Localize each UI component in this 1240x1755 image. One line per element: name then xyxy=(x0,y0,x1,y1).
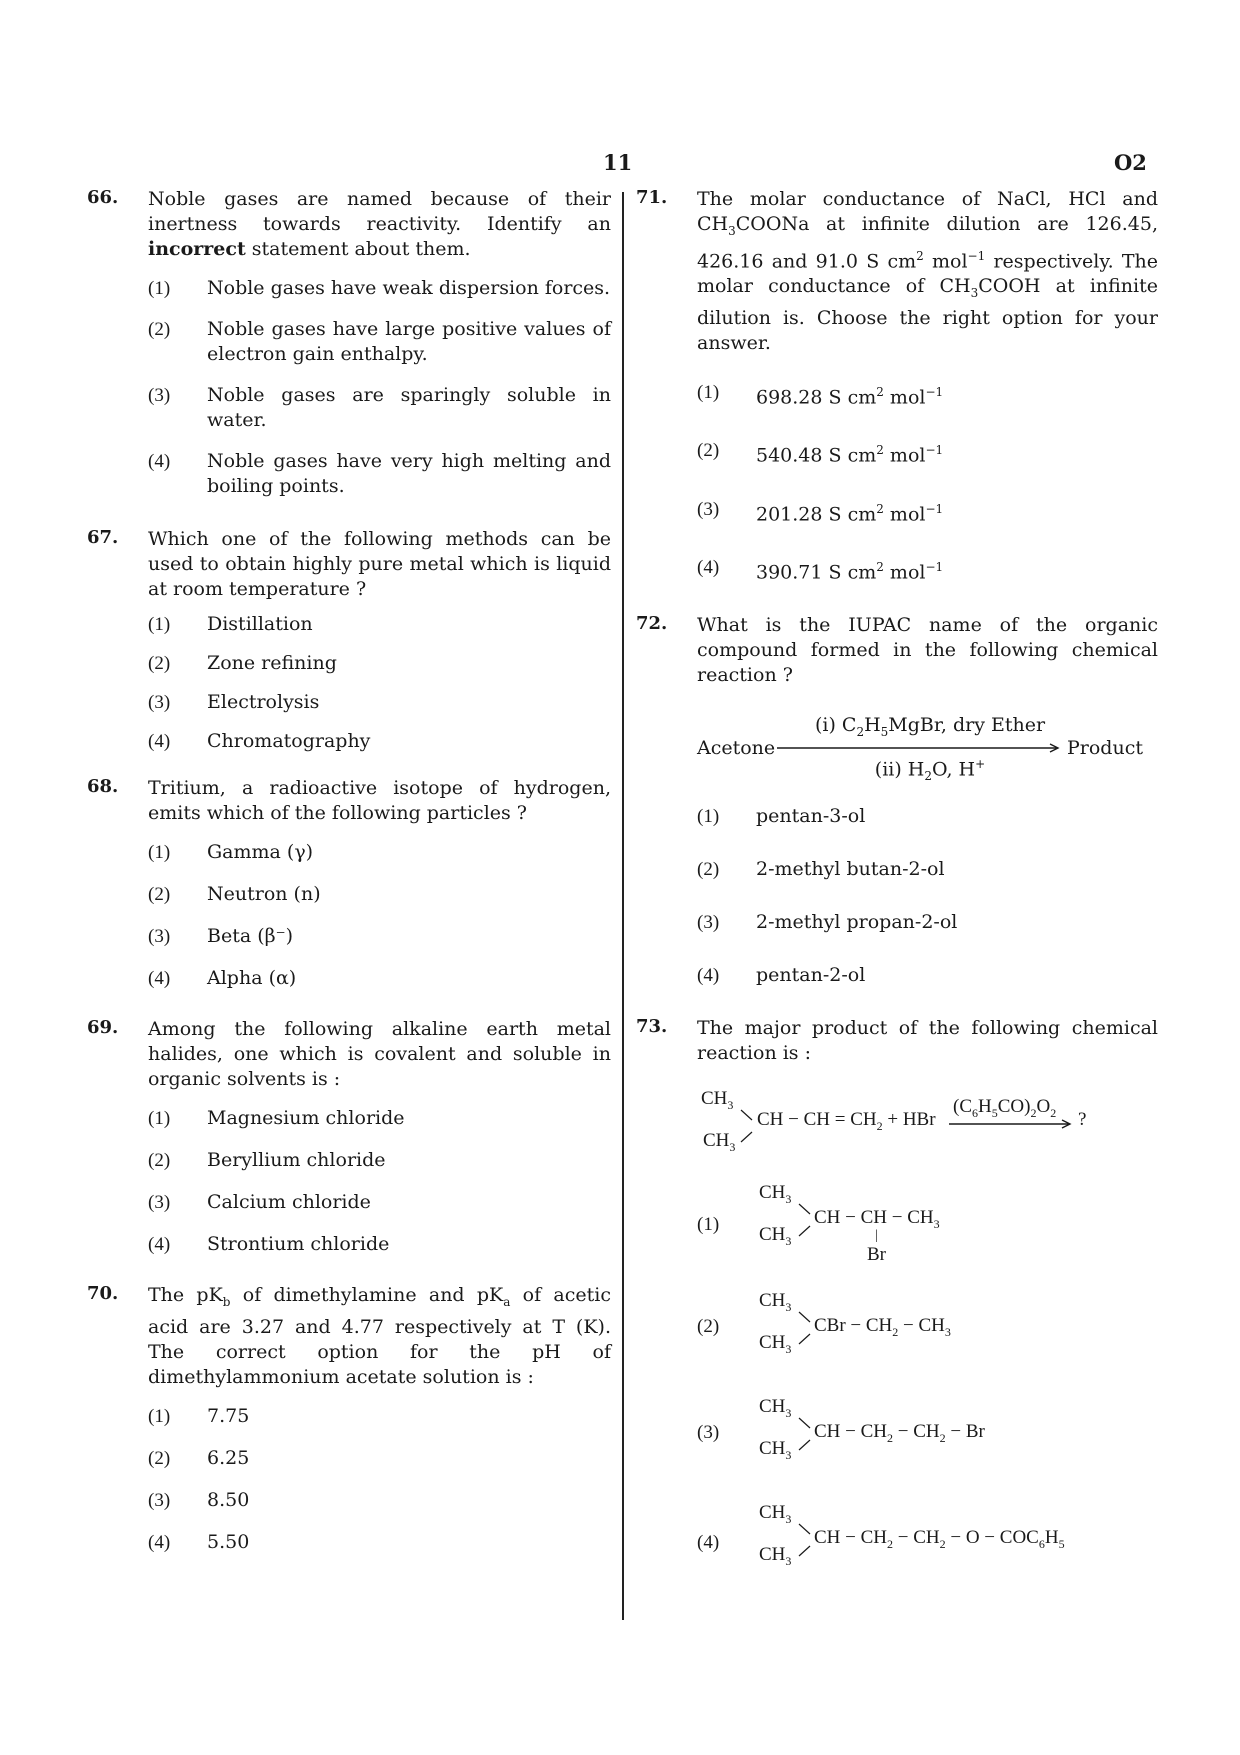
bond-lines xyxy=(797,1520,815,1560)
option-1[interactable]: (1) pentan-3-ol xyxy=(697,805,866,828)
option-4[interactable]: (4) Strontium chloride xyxy=(148,1233,390,1255)
question-66 xyxy=(87,187,611,499)
option-1[interactable]: (1) 7.75 xyxy=(148,1404,250,1427)
column-divider xyxy=(622,192,624,1620)
option-3[interactable]: (3) Noble gases are sparingly soluble in water. xyxy=(148,384,611,431)
option-1[interactable]: (1) Noble gases have weak dispersion forces. xyxy=(148,277,611,299)
option-1[interactable]: (1) Gamma (γ) xyxy=(148,841,314,863)
option-2[interactable]: (2) 540.48 S $cm^2$ mol$^{-1}$ xyxy=(697,440,944,467)
bromine-substituent: Br xyxy=(867,1244,886,1266)
option-3[interactable]: (3) 8.50 xyxy=(148,1488,250,1511)
option-3[interactable]: (3) Calcium chloride xyxy=(148,1191,371,1213)
option-2[interactable]: (2) 6.25 xyxy=(148,1446,250,1469)
reaction-73: $CH_3$ $CH_3$ CH − CH = $CH_2$ + HBr $(C_6H_5CO)_2O_2$ ? xyxy=(701,1088,1087,1155)
left-column xyxy=(87,187,611,1572)
option-4[interactable]: (4) $CH_3$ $CH_3$ CH − $CH_2 - CH_2 - O - COC_6H_5$ xyxy=(697,1502,1065,1569)
question-text: The major product of the following chemical reaction is : xyxy=(697,1017,1158,1065)
reaction-arrow xyxy=(777,742,1065,754)
paper-code: O2 xyxy=(1114,150,1147,175)
question-text: Noble gases are named because of their inertness towards reactivity. Identify an incorrect statement about them. xyxy=(148,188,611,260)
option-3[interactable]: (3) Electrolysis xyxy=(148,691,320,713)
question-72 xyxy=(636,613,1158,988)
product-label: Product xyxy=(1067,737,1143,760)
bond-lines xyxy=(797,1414,815,1454)
question-text: What is the IUPAC name of the organic compound formed in the following chemical reaction ? xyxy=(697,614,1158,687)
option-2[interactable]: (2) Beryllium chloride xyxy=(148,1149,386,1171)
question-number: 71. xyxy=(636,187,668,208)
option-4[interactable]: (4) pentan-2-ol xyxy=(697,964,866,987)
right-column xyxy=(636,187,1158,1580)
question-number: 73. xyxy=(636,1016,668,1038)
option-3[interactable]: (3) 2-methyl propan-2-ol xyxy=(697,911,958,934)
reactant: Acetone xyxy=(697,737,776,760)
main-chain: CH − CH = $CH_2$ + HBr xyxy=(757,1109,936,1134)
bond-lines xyxy=(739,1106,757,1146)
option-2[interactable]: (2) Neutron (n) xyxy=(148,883,321,905)
page-number: 11 xyxy=(603,150,633,175)
option-2[interactable]: (2) Noble gases have large positive values of electron gain enthalpy. xyxy=(148,318,611,365)
page-header xyxy=(0,150,1240,180)
option-3[interactable]: (3) $CH_3$ $CH_3$ CH − $CH_2 - CH_2 - Br$ xyxy=(697,1396,985,1463)
option-2[interactable]: (2) Zone refining xyxy=(148,652,337,674)
question-text: Among the following alkaline earth metal halides, one which is covalent and soluble in organic solvents is : xyxy=(148,1018,611,1090)
option-3[interactable]: (3) Beta (β⁻) xyxy=(148,925,294,947)
question-number: 72. xyxy=(636,613,668,635)
option-2[interactable]: (2) 2-methyl butan-2-ol xyxy=(697,858,945,881)
option-4[interactable]: (4) Chromatography xyxy=(148,730,371,752)
option-1[interactable]: (1) $CH_3$ $CH_3$ CH − CH − $CH_3$ | Br xyxy=(697,1182,940,1266)
unknown-product: ? xyxy=(1078,1109,1087,1131)
question-67 xyxy=(87,527,611,754)
reaction-equation xyxy=(697,714,1158,788)
option-4[interactable]: (4) Alpha (α) xyxy=(148,967,297,989)
question-68 xyxy=(87,776,611,991)
option-2[interactable]: (2) $CH_3$ $CH_3$ CBr − $CH_2 - CH_3$ xyxy=(697,1290,951,1357)
question-number: 68. xyxy=(87,776,119,797)
question-70 xyxy=(87,1283,611,1555)
question-number: 70. xyxy=(87,1283,119,1304)
emphasis-incorrect: incorrect xyxy=(148,238,246,260)
reagent-above: (i) $C_2H_5MgBr$, dry Ether xyxy=(814,714,1046,740)
option-1[interactable]: (1) 698.28 S $cm^2$ mol$^{-1}$ xyxy=(697,381,944,409)
reagent: $(C_6H_5CO)_2O_2$ xyxy=(953,1096,1057,1121)
question-text: Tritium, a radioactive isotope of hydrogen, emits which of the following particles ? xyxy=(148,777,611,824)
question-text: Which one of the following methods can be used to obtain highly pure metal which is liquid at room temperature ? xyxy=(148,528,611,600)
question-text: The $pK_b$ of dimethylamine and $pK_a$ of acetic acid are 3.27 and 4.77 respectively at T (K). The correct option for the pH of dimethylammonium acetate solution is : xyxy=(148,1284,611,1388)
option-3[interactable]: (3) 201.28 S $cm^2$ mol$^{-1}$ xyxy=(697,498,944,525)
question-number: 66. xyxy=(87,187,119,208)
bond-lines xyxy=(797,1200,815,1240)
question-73 xyxy=(636,1016,1158,1580)
option-1[interactable]: (1) Magnesium chloride xyxy=(148,1107,405,1129)
bond-lines xyxy=(797,1308,815,1348)
reaction-arrow xyxy=(949,1118,1077,1130)
question-text: The molar conductance of NaCl, HCl and $CH_3COONa$ at infinite dilution are 126.45, 426.16 and 91.0 S $cm^2$ mol$^{-1}$ respectively. The molar conductance of $CH_3COOH$ at infinite dilution is. Choose the right option for your answer. xyxy=(697,188,1158,354)
question-number: 69. xyxy=(87,1017,119,1038)
option-1[interactable]: (1) Distillation xyxy=(148,613,313,635)
question-69 xyxy=(87,1017,611,1257)
option-4[interactable]: (4) 5.50 xyxy=(148,1530,250,1553)
option-4[interactable]: (4) 390.71 S $cm^2$ mol$^{-1}$ xyxy=(697,556,944,584)
question-number: 67. xyxy=(87,527,119,548)
question-71 xyxy=(636,187,1158,585)
reagent-below: (ii) $H_2O$, H+ xyxy=(874,757,986,784)
option-4[interactable]: (4) Noble gases have very high melting and boiling points. xyxy=(148,450,611,497)
